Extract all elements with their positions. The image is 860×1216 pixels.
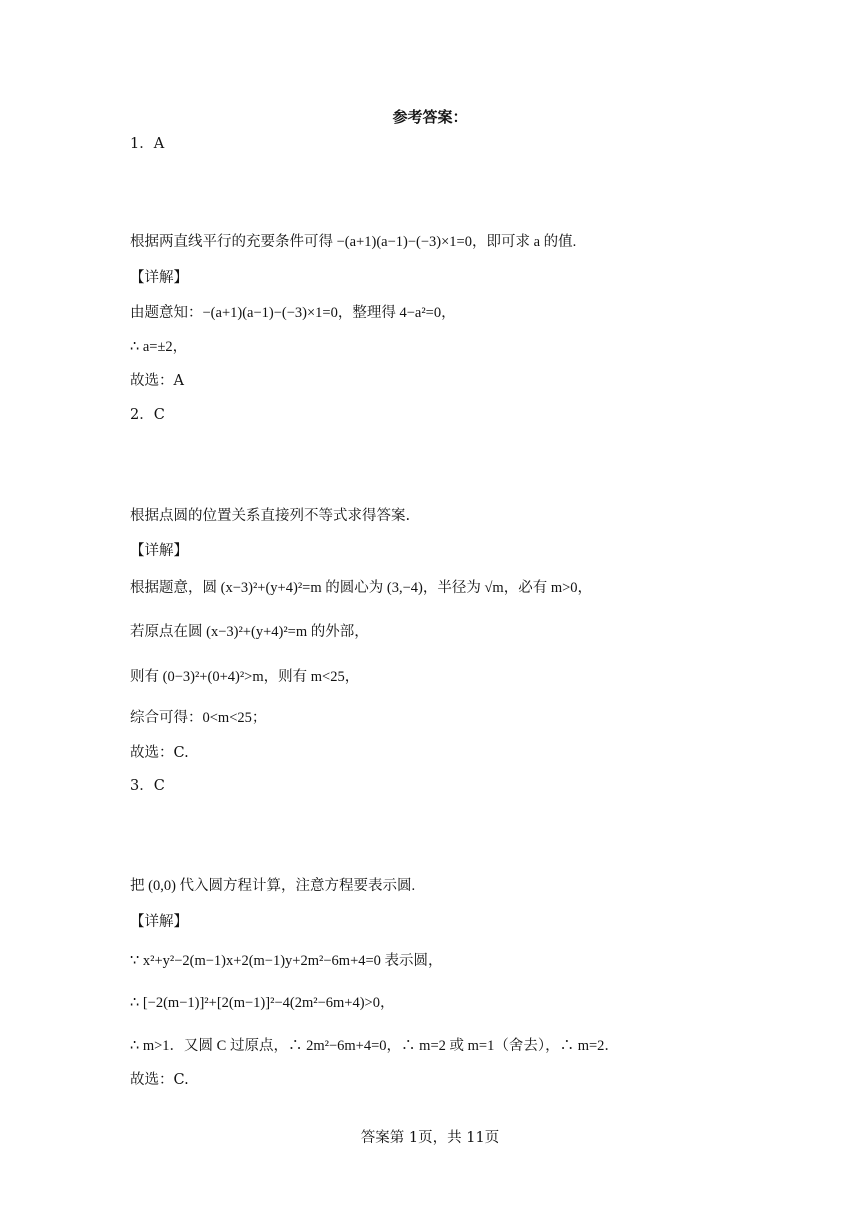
answer-3-step-3: ∴ m>1．又圆 C 过原点，∴ 2m²−6m+4=0，∴ m=2 或 m=1（舍去），∴ m=2． (130, 1038, 619, 1054)
answer-2-step-1: 根据题意，圆 (x−3)²+(y+4)²=m 的圆心为 (3,−4)，半径为 √m，必有 m>0， (130, 580, 593, 596)
answer-2-choice: 故选：C. (130, 745, 189, 761)
page-title: 参考答案： (392, 108, 468, 126)
answer-2-step-4: 综合可得：0<m<25； (130, 710, 267, 726)
answer-3-choice: 故选：C. (130, 1072, 189, 1088)
answer-3-label: 3．C (130, 778, 165, 794)
page-footer: 答案第 1页，共 11页 (360, 1130, 500, 1146)
answer-3-step-2: ∴ [−2(m−1)]²+[2(m−1)]²−4(2m²−6m+4)>0， (130, 995, 395, 1011)
answer-2-step-2: 若原点在圆 (x−3)²+(y+4)²=m 的外部， (130, 624, 369, 640)
answer-1-step-2: ∴ a=±2， (130, 339, 188, 355)
answer-1-step-1: 由题意知：−(a+1)(a−1)−(−3)×1=0，整理得 4−a²=0， (130, 305, 456, 321)
answer-3-detail-heading: 【详解】 (130, 914, 188, 930)
answer-1-analysis: 根据两直线平行的充要条件可得 −(a+1)(a−1)−(−3)×1=0，即可求 a 的值. (130, 234, 577, 250)
answer-1-label: 1．A (130, 136, 165, 152)
answer-3-step-1: ∵ x²+y²−2(m−1)x+2(m−1)y+2m²−6m+4=0 表示圆， (130, 953, 443, 969)
answer-2-label: 2．C (130, 407, 165, 423)
answer-1-detail-heading: 【详解】 (130, 270, 188, 286)
answer-3-analysis: 把 (0,0) 代入圆方程计算，注意方程要表示圆. (130, 878, 416, 894)
answer-2-step-3: 则有 (0−3)²+(0+4)²>m，则有 m<25， (130, 669, 360, 685)
answer-2-detail-heading: 【详解】 (130, 543, 188, 559)
answer-2-analysis: 根据点圆的位置关系直接列不等式求得答案. (130, 508, 411, 524)
answer-1-choice: 故选：A (130, 373, 184, 389)
